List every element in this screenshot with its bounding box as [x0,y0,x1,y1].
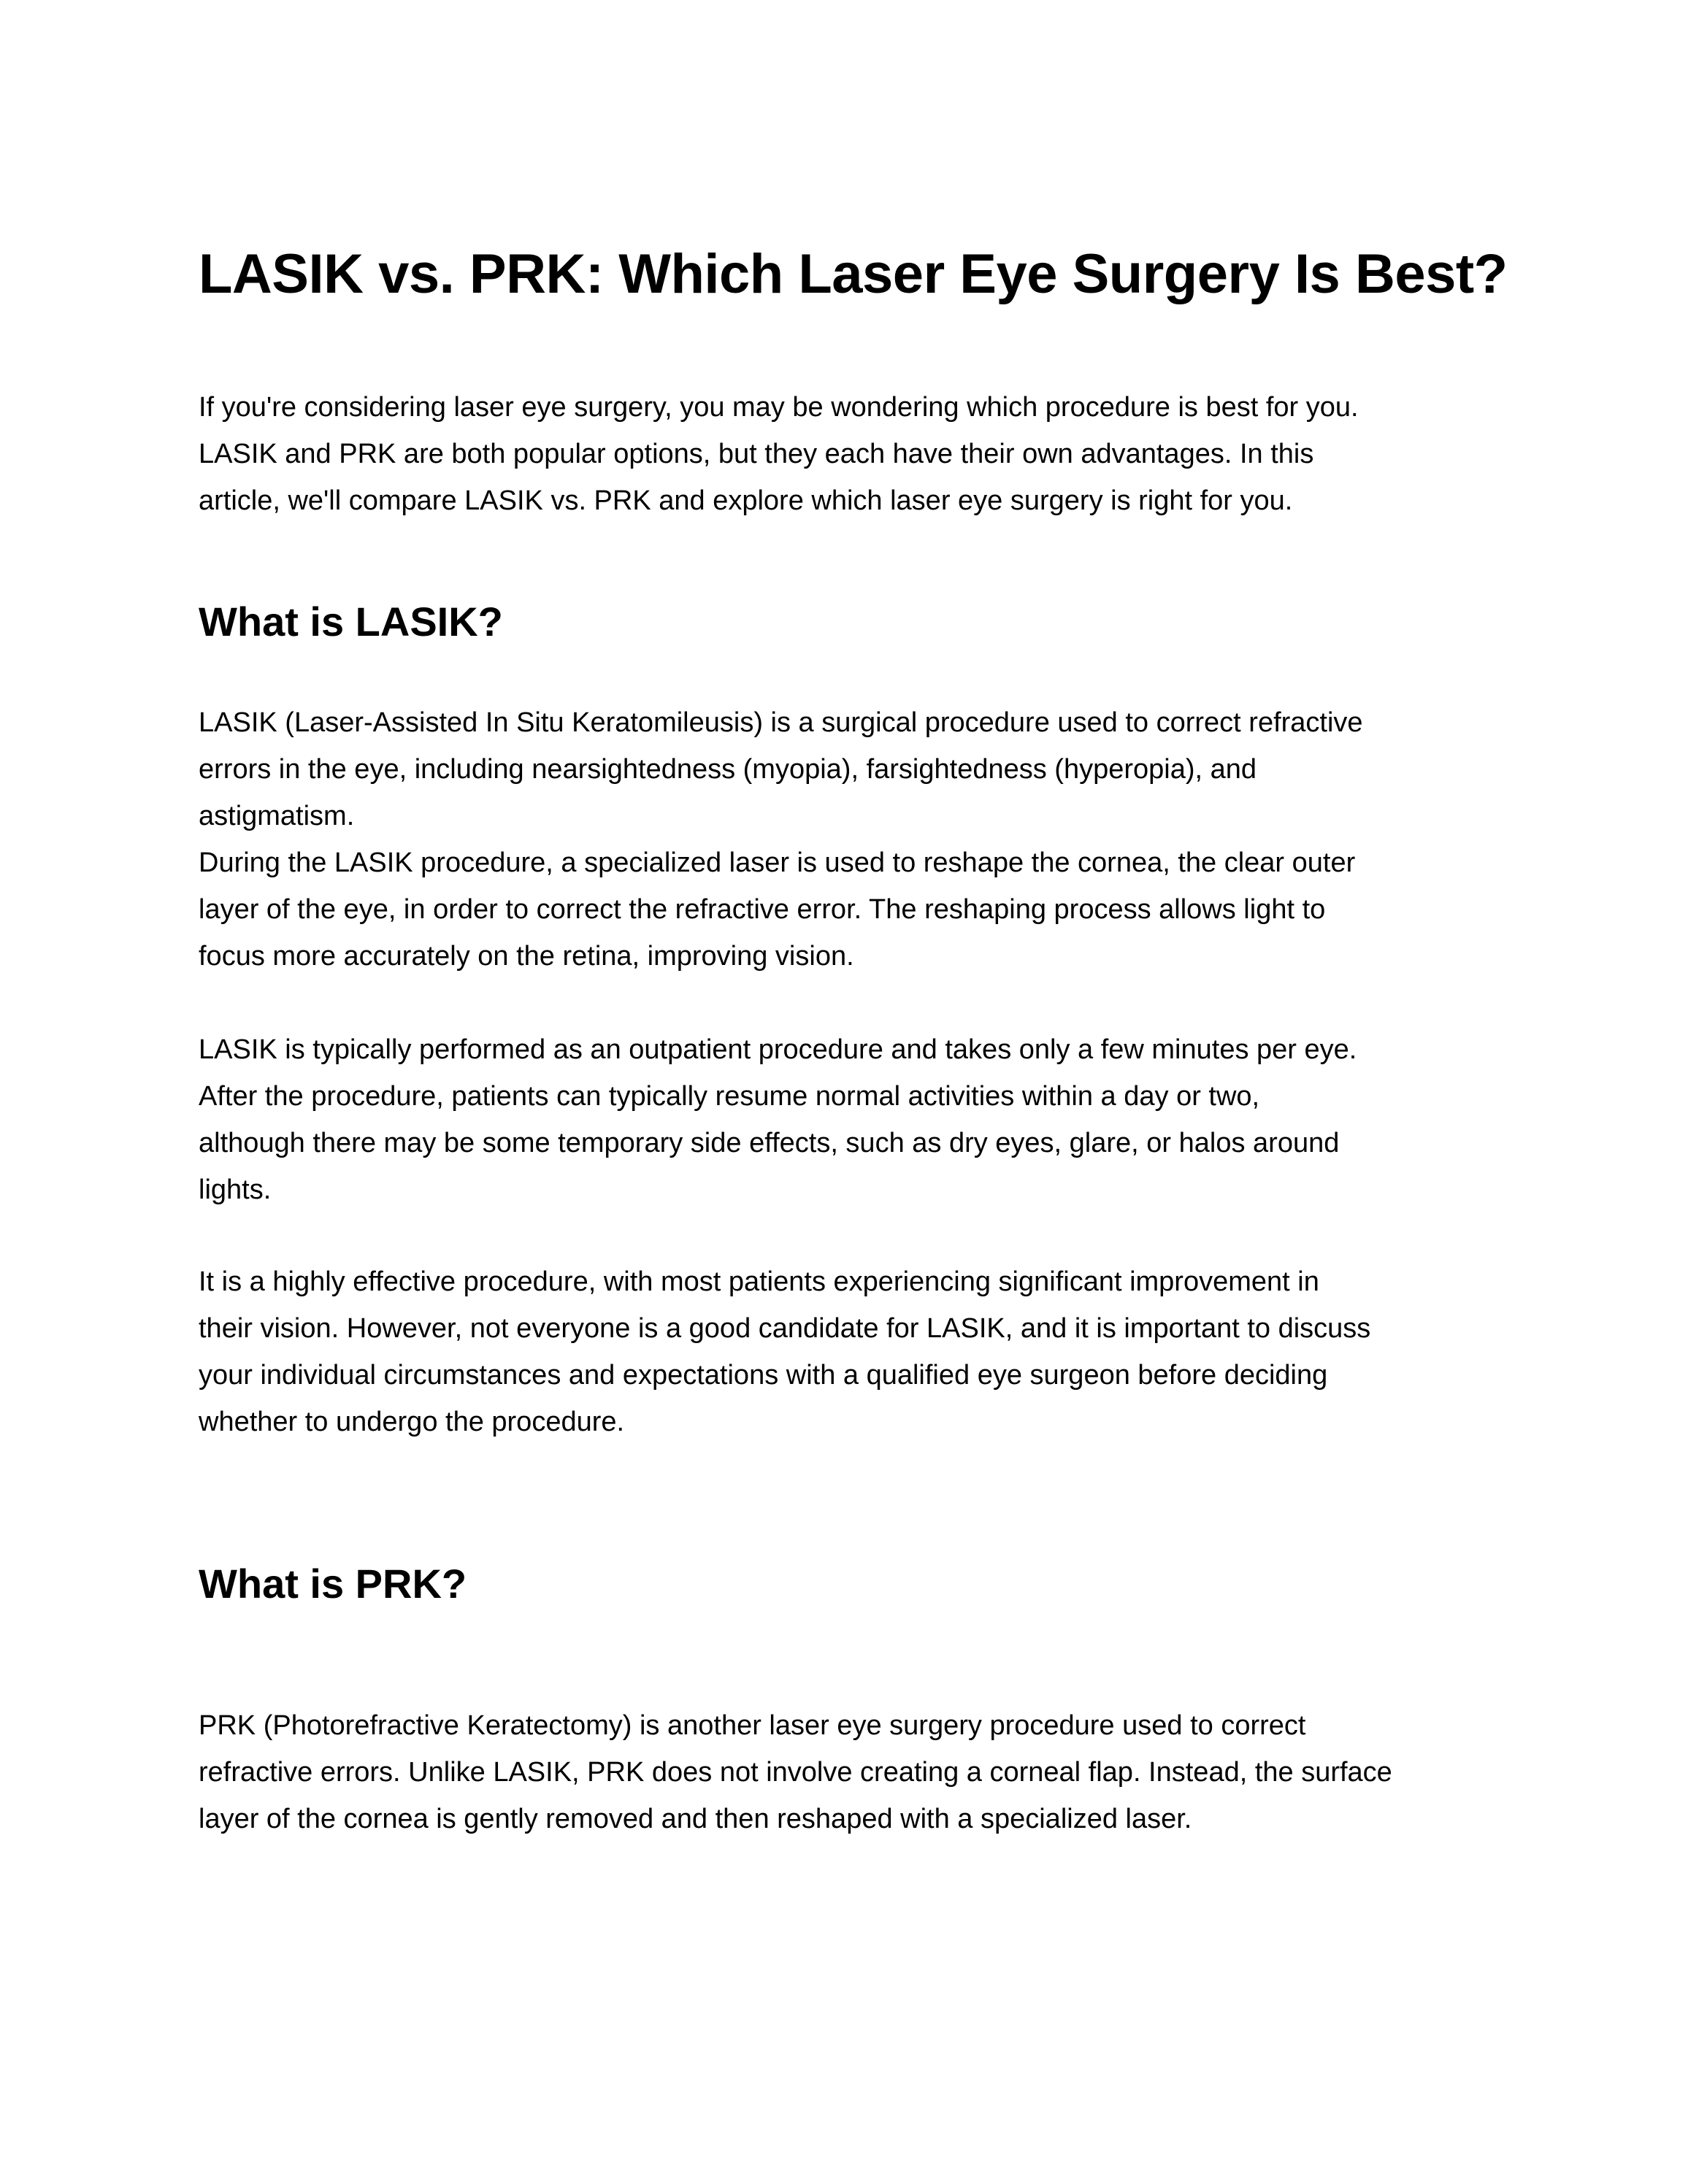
lasik-effectiveness-paragraph [199,1258,1498,1445]
paragraph-line: article, we'll compare LASIK vs. PRK and explore which laser eye surgery is right for you. [199,485,1293,516]
paragraph-line: errors in the eye, including nearsightedness (myopia), farsightedness (hyperopia), and [199,754,1257,785]
prk-definition-paragraph [199,1702,1498,1842]
paragraph-line: your individual circumstances and expectations with a qualified eye surgeon before deciding [199,1360,1328,1391]
paragraph-line: LASIK (Laser-Assisted In Situ Keratomileusis) is a surgical procedure used to correct refractive [199,707,1363,738]
page-title: LASIK vs. PRK: Which Laser Eye Surgery Is Best? [199,243,1508,305]
paragraph-line: After the procedure, patients can typically resume normal activities within a day or two, [199,1081,1260,1112]
prk-heading: What is PRK? [199,1561,467,1607]
paragraph-line: It is a highly effective procedure, with most patients experiencing significant improvement in [199,1266,1319,1297]
paragraph-line: their vision. However, not everyone is a good candidate for LASIK, and it is important to discuss [199,1313,1371,1344]
paragraph-line: LASIK is typically performed as an outpatient procedure and takes only a few minutes per eye. [199,1034,1357,1065]
paragraph-line: During the LASIK procedure, a specialized laser is used to reshape the cornea, the clear outer [199,847,1356,878]
paragraph-line: astigmatism. [199,801,355,831]
paragraph-line: LASIK and PRK are both popular options, but they each have their own advantages. In this [199,439,1314,469]
paragraph-line: PRK (Photorefractive Keratectomy) is another laser eye surgery procedure used to correct [199,1710,1306,1741]
paragraph-line: refractive errors. Unlike LASIK, PRK does not involve creating a corneal flap. Instead, the surface [199,1757,1392,1788]
paragraph-line: lights. [199,1174,272,1205]
paragraph-line: layer of the eye, in order to correct the refractive error. The reshaping process allows light to [199,894,1326,925]
paragraph-line: If you're considering laser eye surgery, you may be wondering which procedure is best for you. [199,392,1359,423]
intro-paragraph [199,384,1498,524]
lasik-recovery-paragraph [199,1026,1498,1213]
paragraph-line: although there may be some temporary side effects, such as dry eyes, glare, or halos around [199,1128,1340,1158]
lasik-definition-paragraph [199,699,1498,980]
lasik-heading: What is LASIK? [199,599,503,645]
paragraph-line: focus more accurately on the retina, improving vision. [199,941,854,972]
paragraph-line: whether to undergo the procedure. [199,1407,625,1437]
paragraph-line: layer of the cornea is gently removed and then reshaped with a specialized laser. [199,1804,1192,1834]
